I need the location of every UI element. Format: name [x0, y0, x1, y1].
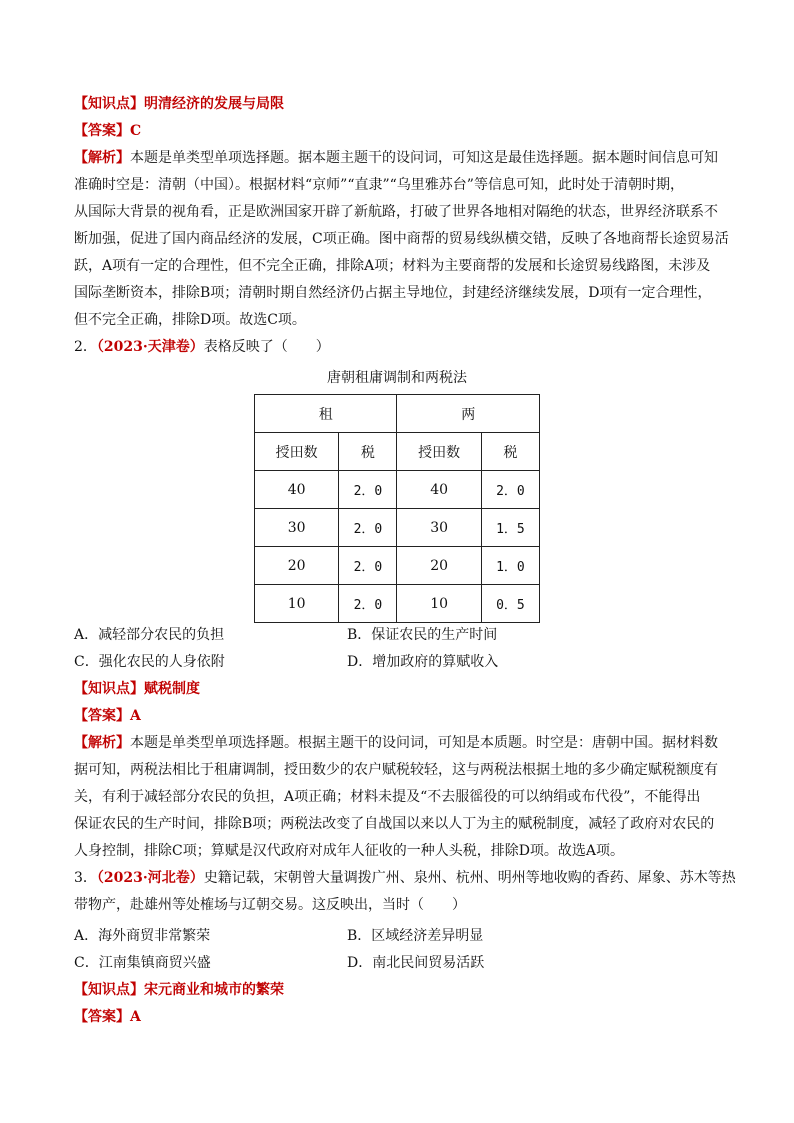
- q2-explanation-line: 人身控制，排除C项；算赋是汉代政府对成年人征收的一种人头税，排除D项。故选A项。: [74, 843, 625, 859]
- q3-number: 3．: [74, 870, 97, 886]
- q2-stem-text: 表格反映了（ ）: [203, 339, 330, 355]
- q1-kp-label: 【知识点】: [74, 96, 144, 112]
- q1-explanation-line: 跃，A项有一定的合理性，但不完全正确，排除A项；材料为主要商帮的发展和长途贸易线路图，未涉及: [74, 258, 711, 274]
- table-cell: 2．0: [481, 471, 539, 509]
- table-row: [255, 471, 540, 509]
- q3-ans-label: 【答案】: [74, 1009, 130, 1025]
- q2-option-d[interactable]: D．增加政府的算赋收入: [347, 654, 499, 670]
- q3-answer: [74, 1007, 724, 1027]
- q2-exp-label: 【解析】: [74, 735, 130, 751]
- q2-kp-label: 【知识点】: [74, 681, 144, 697]
- q2-explanation-line: 据可知，两税法相比于租庸调制，授田数少的农户赋税较轻，这与两税法根据土地的多少确定赋税额度有: [74, 762, 718, 778]
- table-cell: 2．0: [339, 547, 397, 585]
- q2-ans-label: 【答案】: [74, 708, 130, 724]
- q2-answer: [74, 706, 724, 726]
- table-cell: 40: [255, 471, 339, 509]
- table-header-row: [255, 433, 540, 471]
- tax-comparison-table: [254, 394, 540, 623]
- q3-stem-text: 史籍记载，宋朝曾大量调拨广州、泉州、杭州、明州等地收购的香药、犀象、苏木等热: [203, 870, 736, 886]
- table-cell: 30: [397, 509, 481, 547]
- q1-knowledge-point: [74, 94, 724, 114]
- q3-source: （2023·河北卷）: [96, 870, 204, 886]
- q1-ans-text: C: [130, 123, 142, 139]
- q3-stem: [74, 868, 736, 888]
- q2-explanation-line: 保证农民的生产时间，排除B项；两税法改变了自战国以来以人丁为主的赋税制度，减轻了政府对农民的: [74, 816, 715, 832]
- header-col: 授田数: [397, 433, 481, 471]
- q3-option-d[interactable]: D．南北民间贸易活跃: [347, 955, 485, 971]
- header-col: 授田数: [255, 433, 339, 471]
- q1-explanation-line: [74, 148, 724, 168]
- q3-option-b[interactable]: B．区域经济差异明显: [347, 928, 484, 944]
- table-cell: 10: [255, 585, 339, 623]
- q3-kp-label: 【知识点】: [74, 982, 144, 998]
- q2-source: （2023·天津卷）: [96, 339, 204, 355]
- q3-option-a[interactable]: A．海外商贸非常繁荣: [74, 928, 211, 944]
- q1-kp-text: 明清经济的发展与局限: [144, 96, 284, 112]
- q1-explanation-line: 断加强，促进了国内商品经济的发展，C项正确。图中商帮的贸易线纵横交错，反映了各地商帮长途贸易活: [74, 231, 729, 247]
- table-cell: 20: [397, 547, 481, 585]
- table-cell: 20: [255, 547, 339, 585]
- q3-kp-text: 宋元商业和城市的繁荣: [144, 982, 284, 998]
- q3-stem-line: 带物产，赴雄州等处榷场与辽朝交易。这反映出，当时（ ）: [74, 897, 466, 913]
- table-cell: 1．5: [481, 509, 539, 547]
- q2-stem: [74, 337, 724, 357]
- q1-ans-label: 【答案】: [74, 123, 130, 139]
- q2-explanation-line: 关，有利于减轻部分农民的负担，A项正确；材料未提及“不去服徭役的可以纳绢或布代役”，不能得出: [74, 789, 701, 805]
- table-row: [255, 585, 540, 623]
- q2-option-c[interactable]: C．强化农民的人身依附: [74, 654, 225, 670]
- table-row: [255, 509, 540, 547]
- table-cell: 2．0: [339, 509, 397, 547]
- table-cell: 30: [255, 509, 339, 547]
- q1-explanation-line: 国际垄断资本，排除B项；清朝时期自然经济仍占据主导地位，封建经济继续发展，D项有一定合理性，: [74, 285, 712, 301]
- table-row: [255, 547, 540, 585]
- table-cell: 10: [397, 585, 481, 623]
- q1-explanation-line: 准确时空是：清朝（中国）。根据材料“京师”“直隶”“乌里雅苏台”等信息可知，此时处于清朝时期，: [74, 177, 684, 193]
- table-cell: 2．0: [339, 585, 397, 623]
- header-col: 税: [481, 433, 539, 471]
- q3-ans-text: A: [130, 1009, 141, 1025]
- table-cell: 40: [397, 471, 481, 509]
- q3-knowledge-point: [74, 980, 724, 1000]
- q2-kp-text: 赋税制度: [144, 681, 200, 697]
- header-zu: 租: [255, 395, 397, 433]
- table-header-group-row: [255, 395, 540, 433]
- table-cell: 1．0: [481, 547, 539, 585]
- table-cell: 0．5: [481, 585, 539, 623]
- q1-answer: [74, 121, 724, 141]
- q2-knowledge-point: [74, 679, 724, 699]
- q2-explanation-line: [74, 733, 724, 753]
- q3-option-c[interactable]: C．江南集镇商贸兴盛: [74, 955, 211, 971]
- header-liang: 两: [397, 395, 540, 433]
- table-title: 唐朝租庸调制和两税法: [327, 370, 467, 386]
- q1-explanation-line: 但不完全正确，排除D项。故选C项。: [74, 312, 306, 328]
- q1-explanation-line: 从国际大背景的视角看，正是欧洲国家开辟了新航路，打破了世界各地相对隔绝的状态，世界经济联系不: [74, 204, 718, 220]
- q2-ans-text: A: [130, 708, 141, 724]
- q1-exp-label: 【解析】: [74, 150, 130, 166]
- q2-exp-text: 本题是单类型单项选择题。根据主题干的设问词，可知是本质题。时空是：唐朝中国。据材料数: [130, 735, 718, 751]
- q2-option-a[interactable]: A．减轻部分农民的负担: [74, 627, 225, 643]
- q1-exp-text: 本题是单类型单项选择题。据本题主题干的设问词，可知这是最佳选择题。据本题时间信息可知: [130, 150, 718, 166]
- q2-number: 2．: [74, 339, 97, 355]
- table-cell: 2．0: [339, 471, 397, 509]
- header-col: 税: [339, 433, 397, 471]
- q2-option-b[interactable]: B．保证农民的生产时间: [347, 627, 498, 643]
